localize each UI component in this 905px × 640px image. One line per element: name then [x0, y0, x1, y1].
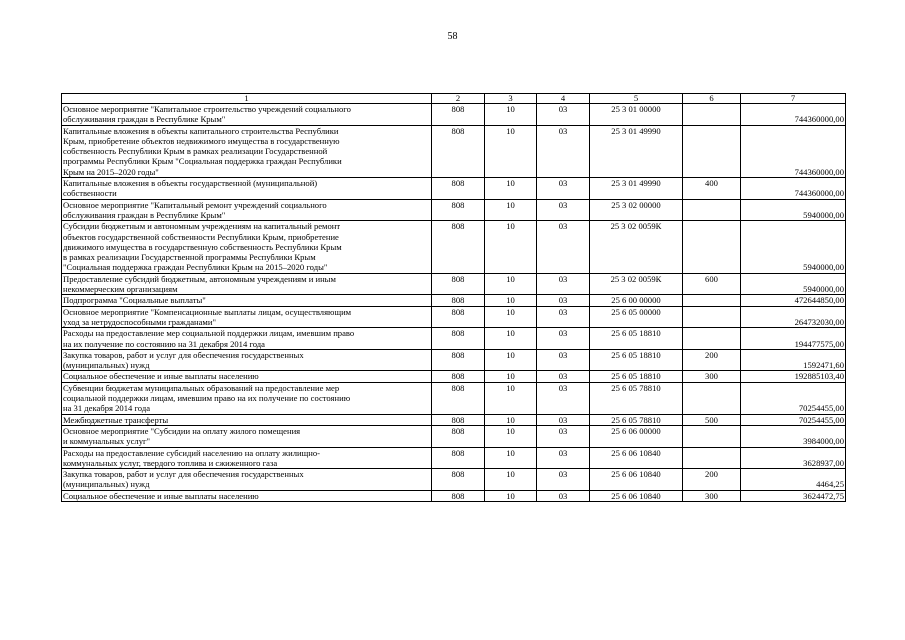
- row-target-article-cell: 25 6 00 00000: [590, 295, 683, 306]
- table-header-row: [62, 94, 846, 104]
- row-section-cell: 10: [485, 306, 537, 328]
- row-name-cell: Основное мероприятие "Капитальное строительство учреждений социального обслуживания граждан в Республике Крым": [62, 104, 432, 126]
- header-cell-7: 7: [741, 94, 846, 104]
- row-subsection-cell: 03: [537, 104, 590, 126]
- row-amount-cell: 5940000,00: [741, 199, 846, 221]
- row-name-cell: Расходы на предоставление субсидий населению на оплату жилищно- коммунальных услуг, твердого топлива и сжиженного газа: [62, 447, 432, 469]
- row-code-cell: 808: [432, 273, 485, 295]
- row-subsection-cell: 03: [537, 371, 590, 382]
- row-subsection-cell: 03: [537, 125, 590, 177]
- row-name-cell: Капитальные вложения в объекты капитального строительства Республики Крым, приобретение объектов недвижимого имущества в государственную собственность Республики Крым в рамках реализации Государственной программы Республики Крым "Социальная поддержка граждан Республики Крым на 2015–2020 годы": [62, 125, 432, 177]
- row-name-cell: Подпрограмма "Социальные выплаты": [62, 295, 432, 306]
- row-code-cell: 808: [432, 490, 485, 501]
- row-subsection-cell: 03: [537, 178, 590, 200]
- row-expense-type-cell: [683, 104, 741, 126]
- row-expense-type-cell: [683, 382, 741, 414]
- table-row: [62, 221, 846, 273]
- row-name-cell: Закупка товаров, работ и услуг для обеспечения государственных (муниципальных) нужд: [62, 349, 432, 371]
- row-code-cell: 808: [432, 349, 485, 371]
- row-amount-cell: 194477575,00: [741, 328, 846, 350]
- row-section-cell: 10: [485, 425, 537, 447]
- row-expense-type-cell: 400: [683, 178, 741, 200]
- row-name-cell: Капитальные вложения в объекты государственной (муниципальной) собственности: [62, 178, 432, 200]
- row-section-cell: 10: [485, 199, 537, 221]
- row-name-cell: Расходы на предоставление мер социальной поддержки лицам, имевшим право на их получение по состоянию на 31 декабря 2014 года: [62, 328, 432, 350]
- row-code-cell: 808: [432, 178, 485, 200]
- row-target-article-cell: 25 6 05 18810: [590, 349, 683, 371]
- row-expense-type-cell: 300: [683, 490, 741, 501]
- table-row: [62, 414, 846, 425]
- row-expense-type-cell: [683, 295, 741, 306]
- row-amount-cell: 3624472,75: [741, 490, 846, 501]
- row-target-article-cell: 25 6 05 78810: [590, 414, 683, 425]
- row-name-cell: Социальное обеспечение и иные выплаты населению: [62, 490, 432, 501]
- row-subsection-cell: 03: [537, 382, 590, 414]
- row-code-cell: 808: [432, 306, 485, 328]
- row-section-cell: 10: [485, 371, 537, 382]
- table-row: [62, 199, 846, 221]
- row-subsection-cell: 03: [537, 199, 590, 221]
- row-name-cell: Основное мероприятие "Компенсационные выплаты лицам, осуществляющим уход за нетрудоспособными гражданами": [62, 306, 432, 328]
- row-subsection-cell: 03: [537, 295, 590, 306]
- row-amount-cell: 472644850,00: [741, 295, 846, 306]
- row-target-article-cell: 25 3 01 49990: [590, 178, 683, 200]
- row-amount-cell: 744360000,00: [741, 178, 846, 200]
- row-section-cell: 10: [485, 125, 537, 177]
- row-subsection-cell: 03: [537, 414, 590, 425]
- row-subsection-cell: 03: [537, 447, 590, 469]
- table-row: [62, 328, 846, 350]
- row-name-cell: Предоставление субсидий бюджетным, автономным учреждениям и иным некоммерческим организациям: [62, 273, 432, 295]
- row-name-cell: Субвенции бюджетам муниципальных образований на предоставление мер социальной поддержки лицам, имевшим право на их получение по состоянию на 31 декабря 2014 года: [62, 382, 432, 414]
- row-subsection-cell: 03: [537, 273, 590, 295]
- row-expense-type-cell: [683, 199, 741, 221]
- table-row: [62, 104, 846, 126]
- row-amount-cell: 3628937,00: [741, 447, 846, 469]
- page-number: 58: [447, 31, 458, 42]
- table-row: [62, 306, 846, 328]
- header-cell-5: 5: [590, 94, 683, 104]
- row-expense-type-cell: [683, 306, 741, 328]
- row-expense-type-cell: [683, 447, 741, 469]
- row-target-article-cell: 25 6 05 18810: [590, 328, 683, 350]
- row-amount-cell: 5940000,00: [741, 221, 846, 273]
- row-subsection-cell: 03: [537, 328, 590, 350]
- row-expense-type-cell: [683, 425, 741, 447]
- row-code-cell: 808: [432, 125, 485, 177]
- row-section-cell: 10: [485, 447, 537, 469]
- row-code-cell: 808: [432, 221, 485, 273]
- budget-table: [61, 93, 846, 502]
- row-expense-type-cell: 200: [683, 469, 741, 491]
- table-row: [62, 178, 846, 200]
- header-cell-3: 3: [485, 94, 537, 104]
- row-section-cell: 10: [485, 349, 537, 371]
- row-code-cell: 808: [432, 371, 485, 382]
- table-row: [62, 349, 846, 371]
- row-section-cell: 10: [485, 469, 537, 491]
- row-section-cell: 10: [485, 273, 537, 295]
- row-code-cell: 808: [432, 328, 485, 350]
- row-expense-type-cell: 200: [683, 349, 741, 371]
- row-amount-cell: 264732030,00: [741, 306, 846, 328]
- row-code-cell: 808: [432, 199, 485, 221]
- row-target-article-cell: 25 3 01 00000: [590, 104, 683, 126]
- row-name-cell: Основное мероприятие "Капитальный ремонт учреждений социального обслуживания граждан в Республике Крым": [62, 199, 432, 221]
- row-name-cell: Основное мероприятие "Субсидии на оплату жилого помещения и коммунальных услуг": [62, 425, 432, 447]
- row-section-cell: 10: [485, 382, 537, 414]
- row-amount-cell: 744360000,00: [741, 104, 846, 126]
- row-amount-cell: 5940000,00: [741, 273, 846, 295]
- row-section-cell: 10: [485, 328, 537, 350]
- table-row: [62, 382, 846, 414]
- table-row: [62, 371, 846, 382]
- row-name-cell: Закупка товаров, работ и услуг для обеспечения государственных (муниципальных) нужд: [62, 469, 432, 491]
- row-subsection-cell: 03: [537, 490, 590, 501]
- row-name-cell: Межбюджетные трансферты: [62, 414, 432, 425]
- row-target-article-cell: 25 6 05 78810: [590, 382, 683, 414]
- row-amount-cell: 1592471,60: [741, 349, 846, 371]
- row-name-cell: Социальное обеспечение и иные выплаты населению: [62, 371, 432, 382]
- row-subsection-cell: 03: [537, 306, 590, 328]
- row-amount-cell: 70254455,00: [741, 414, 846, 425]
- row-code-cell: 808: [432, 425, 485, 447]
- row-expense-type-cell: [683, 328, 741, 350]
- row-amount-cell: 4464,25: [741, 469, 846, 491]
- row-section-cell: 10: [485, 414, 537, 425]
- row-target-article-cell: 25 3 02 0059К: [590, 273, 683, 295]
- header-cell-1: 1: [62, 94, 432, 104]
- row-code-cell: 808: [432, 447, 485, 469]
- table-row: [62, 273, 846, 295]
- row-target-article-cell: 25 6 05 00000: [590, 306, 683, 328]
- table-row: [62, 469, 846, 491]
- row-subsection-cell: 03: [537, 425, 590, 447]
- row-target-article-cell: 25 3 02 00000: [590, 199, 683, 221]
- table-row: [62, 490, 846, 501]
- row-section-cell: 10: [485, 104, 537, 126]
- row-expense-type-cell: 500: [683, 414, 741, 425]
- row-subsection-cell: 03: [537, 349, 590, 371]
- row-target-article-cell: 25 6 06 10840: [590, 490, 683, 501]
- row-expense-type-cell: [683, 221, 741, 273]
- row-target-article-cell: 25 6 06 10840: [590, 469, 683, 491]
- row-amount-cell: 192885103,40: [741, 371, 846, 382]
- row-section-cell: 10: [485, 490, 537, 501]
- row-subsection-cell: 03: [537, 221, 590, 273]
- row-amount-cell: 744360000,00: [741, 125, 846, 177]
- row-code-cell: 808: [432, 414, 485, 425]
- row-subsection-cell: 03: [537, 469, 590, 491]
- row-section-cell: 10: [485, 178, 537, 200]
- row-target-article-cell: 25 6 06 00000: [590, 425, 683, 447]
- header-cell-6: 6: [683, 94, 741, 104]
- table-row: [62, 125, 846, 177]
- row-code-cell: 808: [432, 382, 485, 414]
- table-row: [62, 425, 846, 447]
- row-code-cell: 808: [432, 104, 485, 126]
- table-row: [62, 295, 846, 306]
- table-row: [62, 447, 846, 469]
- row-code-cell: 808: [432, 469, 485, 491]
- row-target-article-cell: 25 3 01 49990: [590, 125, 683, 177]
- row-target-article-cell: 25 3 02 0059К: [590, 221, 683, 273]
- row-code-cell: 808: [432, 295, 485, 306]
- row-target-article-cell: 25 6 05 18810: [590, 371, 683, 382]
- header-cell-2: 2: [432, 94, 485, 104]
- row-section-cell: 10: [485, 295, 537, 306]
- row-section-cell: 10: [485, 221, 537, 273]
- row-expense-type-cell: [683, 125, 741, 177]
- row-expense-type-cell: 600: [683, 273, 741, 295]
- row-name-cell: Субсидии бюджетным и автономным учреждениям на капитальный ремонт объектов государственной собственности Республики Крым, приобретение движимого имущества в государственную собственность Республики Крым в рамках реализации Государственной программы Республики Крым "Социальная поддержка граждан Республики Крым на 2015–2020 годы": [62, 221, 432, 273]
- header-cell-4: 4: [537, 94, 590, 104]
- row-expense-type-cell: 300: [683, 371, 741, 382]
- row-target-article-cell: 25 6 06 10840: [590, 447, 683, 469]
- row-amount-cell: 3984000,00: [741, 425, 846, 447]
- row-amount-cell: 70254455,00: [741, 382, 846, 414]
